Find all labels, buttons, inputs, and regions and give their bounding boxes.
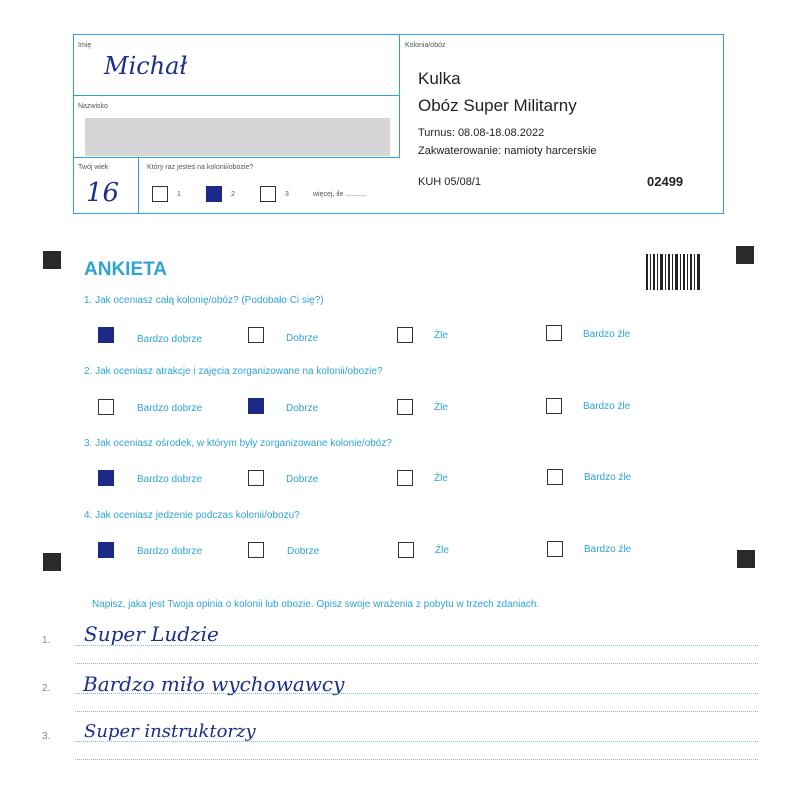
- alignment-marker-bottom-left: [43, 553, 61, 571]
- q4-option-zle-label: Źle: [435, 545, 449, 556]
- alignment-marker-bottom-right: [737, 550, 755, 568]
- q1-option-zle-box[interactable]: [397, 327, 413, 343]
- visit-count-box-2[interactable]: [206, 186, 222, 202]
- q2-option-dobrze-box[interactable]: [248, 398, 264, 414]
- turnus: Turnus: 08.08-18.08.2022: [418, 127, 545, 139]
- visit-count-label-1: 1: [177, 191, 181, 198]
- kolonia-label: Kolonia/obóz: [405, 42, 446, 49]
- q2-option-zle-box[interactable]: [397, 399, 413, 415]
- ktory-raz-label: Który raz jesteś na kolonii/obozie?: [147, 164, 254, 171]
- q4-option-bardzo-dobrze-label: Bardzo dobrze: [137, 546, 203, 557]
- kolonia-name: Kulka: [418, 69, 461, 88]
- q1-option-bardzo-dobrze-label: Bardzo dobrze: [137, 334, 203, 345]
- wiek-value: 16: [86, 178, 120, 208]
- redacted-surname: [85, 118, 390, 156]
- q4-option-bardzo-dobrze-box[interactable]: [98, 542, 114, 558]
- question-2-text: 2. Jak oceniasz atrakcje i zajęcia zorganizowane na kolonii/obozie?: [84, 366, 383, 377]
- q3-option-dobrze-label: Dobrze: [286, 474, 319, 485]
- wiecej-label: więcej, ile ...........: [313, 191, 367, 198]
- q2-option-bardzo-dobrze-box[interactable]: [98, 399, 114, 415]
- q1-option-bardzo-dobrze-box[interactable]: [98, 327, 114, 343]
- q3-option-bardzo-zle-label: Bardzo źle: [584, 472, 632, 483]
- opinion-line-2-number: 2.: [42, 683, 51, 694]
- opinion-line-3-rule-b: [75, 759, 758, 760]
- q2-option-bardzo-zle-box[interactable]: [546, 398, 562, 414]
- nazwisko-label: Nazwisko: [78, 103, 108, 110]
- q3-option-bardzo-dobrze-box[interactable]: [98, 470, 114, 486]
- alignment-marker-top-left: [43, 251, 61, 269]
- opinion-line-1-number: 1.: [42, 635, 51, 646]
- q2-option-bardzo-dobrze-label: Bardzo dobrze: [137, 403, 203, 414]
- opinion-prompt: Napisz, jaka jest Twoja opinia o kolonii lub obozie. Opisz swoje wrażenia z pobytu w trzech zdaniach.: [92, 599, 540, 610]
- q3-option-bardzo-zle-box[interactable]: [547, 469, 563, 485]
- q4-option-dobrze-box[interactable]: [248, 542, 264, 558]
- imie-value: Michał: [104, 52, 188, 80]
- visit-count-box-1[interactable]: [152, 186, 168, 202]
- q4-option-dobrze-label: Dobrze: [287, 546, 320, 557]
- opinion-line-2-rule-b: [75, 711, 758, 712]
- q1-option-dobrze-label: Dobrze: [286, 333, 319, 344]
- q1-option-zle-label: Źle: [434, 330, 448, 341]
- q3-option-bardzo-dobrze-label: Bardzo dobrze: [137, 474, 203, 485]
- survey-title: ANKIETA: [84, 259, 168, 280]
- q1-option-bardzo-zle-label: Bardzo źle: [583, 329, 631, 340]
- q2-option-bardzo-zle-label: Bardzo źle: [583, 401, 631, 412]
- q1-option-bardzo-zle-box[interactable]: [546, 325, 562, 341]
- kolonia-subname: Obóz Super Militarny: [418, 96, 577, 115]
- zakwaterowanie: Zakwaterowanie: namioty harcerskie: [418, 145, 597, 157]
- q4-option-bardzo-zle-label: Bardzo źle: [584, 544, 632, 555]
- opinion-line-3-number: 3.: [42, 731, 51, 742]
- wiek-label: Twój wiek: [78, 164, 109, 171]
- opinion-line-1-rule-b: [75, 663, 758, 664]
- q3-option-zle-box[interactable]: [397, 470, 413, 486]
- visit-count-box-3[interactable]: [260, 186, 276, 202]
- imie-label: Imię: [78, 42, 92, 49]
- q3-option-zle-label: Źle: [434, 473, 448, 484]
- q4-option-zle-box[interactable]: [398, 542, 414, 558]
- q4-option-bardzo-zle-box[interactable]: [547, 541, 563, 557]
- question-3-text: 3. Jak oceniasz ośrodek, w którym były zorganizowane kolonie/obóz?: [84, 438, 392, 449]
- opinion-line-1-rule-a: [75, 645, 758, 646]
- opinion-line-2-text[interactable]: Bardzo miło wychowawcy: [83, 672, 345, 696]
- opinion-line-3-rule-a: [75, 741, 758, 742]
- opinion-line-1-text[interactable]: Super Ludzie: [84, 622, 219, 646]
- question-4-text: 4. Jak oceniasz jedzenie podczas kolonii/obozu?: [84, 510, 300, 521]
- alignment-marker-top-right: [736, 246, 754, 264]
- opinion-line-2-rule-a: [75, 693, 758, 694]
- visit-count-label-2: 2: [231, 191, 235, 198]
- camp-code: KUH 05/08/1: [418, 176, 481, 188]
- question-1-text: 1. Jak oceniasz całą kolonię/obóz? (Podobało Ci się?): [84, 295, 324, 306]
- barcode-icon: [646, 254, 700, 290]
- visit-count-label-3: 3: [285, 191, 289, 198]
- opinion-line-3-text[interactable]: Super instruktorzy: [84, 721, 256, 742]
- form-number: 02499: [647, 174, 684, 189]
- q3-option-dobrze-box[interactable]: [248, 470, 264, 486]
- q2-option-dobrze-label: Dobrze: [286, 403, 319, 414]
- q2-option-zle-label: Źle: [434, 402, 448, 413]
- q1-option-dobrze-box[interactable]: [248, 327, 264, 343]
